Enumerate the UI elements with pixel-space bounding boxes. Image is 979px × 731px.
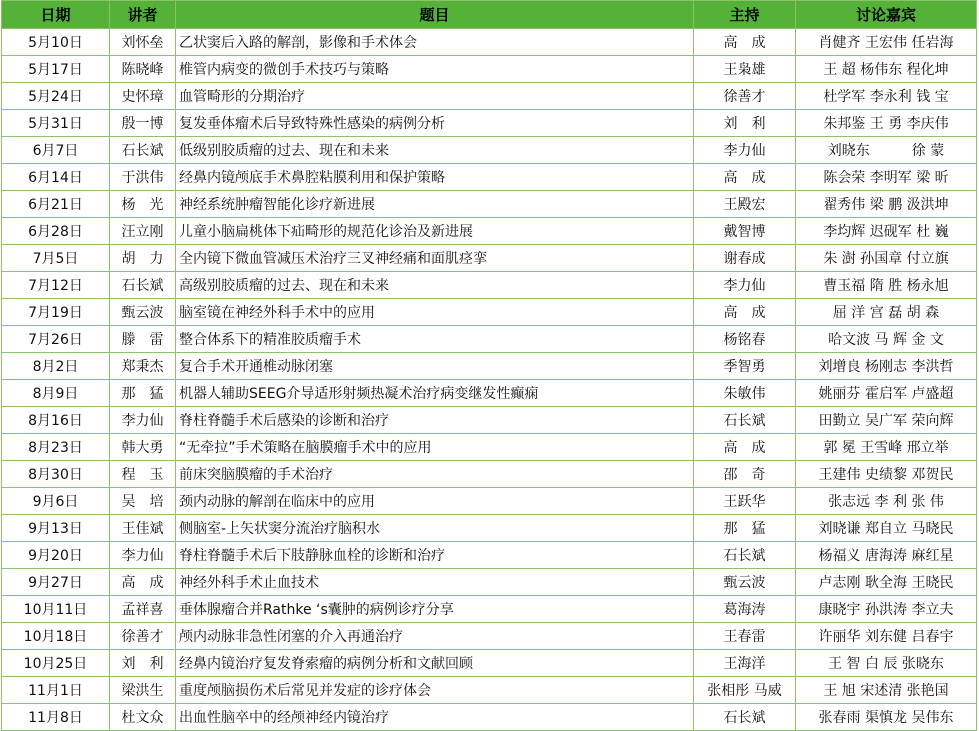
speaker-cell: 程 玉 xyxy=(110,461,176,488)
host-cell: 王殿宏 xyxy=(694,191,796,218)
guests-cell: 刘晓谦 郑自立 马晓民 xyxy=(796,515,977,542)
table-row xyxy=(2,569,977,596)
host-cell: 朱敏伟 xyxy=(694,380,796,407)
guests-cell: 哈文波 马 辉 金 文 xyxy=(796,326,977,353)
guests-cell: 翟秀伟 梁 鹏 汲洪坤 xyxy=(796,191,977,218)
table-row xyxy=(2,488,977,515)
guests-cell: 屈 洋 宫 磊 胡 森 xyxy=(796,299,977,326)
topic-cell: 儿童小脑扁桃体下疝畸形的规范化诊治及新进展 xyxy=(176,218,694,245)
topic-cell: “无牵拉”手术策略在脑膜瘤手术中的应用 xyxy=(176,434,694,461)
table-row xyxy=(2,461,977,488)
host-cell: 刘 利 xyxy=(694,110,796,137)
date-cell: 8月2日 xyxy=(2,353,110,380)
topic-cell: 前床突脑膜瘤的手术治疗 xyxy=(176,461,694,488)
host-cell: 王海洋 xyxy=(694,650,796,677)
host-cell: 王枭雄 xyxy=(694,56,796,83)
table-row xyxy=(2,245,977,272)
speaker-cell: 石长斌 xyxy=(110,137,176,164)
date-cell: 9月13日 xyxy=(2,515,110,542)
date-cell: 6月21日 xyxy=(2,191,110,218)
header-row xyxy=(2,1,977,29)
date-cell: 8月9日 xyxy=(2,380,110,407)
topic-cell: 复合手术开通椎动脉闭塞 xyxy=(176,353,694,380)
date-cell: 5月24日 xyxy=(2,83,110,110)
speaker-cell: 那 猛 xyxy=(110,380,176,407)
topic-cell: 脑室镜在神经外科手术中的应用 xyxy=(176,299,694,326)
date-cell: 10月18日 xyxy=(2,623,110,650)
topic-cell: 侧脑室-上矢状窦分流治疗脑积水 xyxy=(176,515,694,542)
table-row xyxy=(2,110,977,137)
host-cell: 高 成 xyxy=(694,434,796,461)
table-row xyxy=(2,299,977,326)
host-cell: 李力仙 xyxy=(694,272,796,299)
header-host: 主持 xyxy=(694,1,796,29)
header-speaker: 讲者 xyxy=(110,1,176,29)
guests-cell: 杨福义 唐海涛 麻红星 xyxy=(796,542,977,569)
guests-cell: 肖健齐 王宏伟 任岩海 xyxy=(796,29,977,56)
speaker-cell: 滕 雷 xyxy=(110,326,176,353)
topic-cell: 机器人辅助SEEG介导适形射频热凝术治疗病变继发性癫痫 xyxy=(176,380,694,407)
host-cell: 高 成 xyxy=(694,29,796,56)
speaker-cell: 韩大勇 xyxy=(110,434,176,461)
date-cell: 8月23日 xyxy=(2,434,110,461)
date-cell: 6月14日 xyxy=(2,164,110,191)
speaker-cell: 孟祥喜 xyxy=(110,596,176,623)
table-row xyxy=(2,164,977,191)
table-row xyxy=(2,353,977,380)
guests-cell: 田勤立 吴广军 荣向辉 xyxy=(796,407,977,434)
speaker-cell: 杨 光 xyxy=(110,191,176,218)
topic-cell: 血管畸形的分期治疗 xyxy=(176,83,694,110)
speaker-cell: 杜文众 xyxy=(110,704,176,731)
date-cell: 9月6日 xyxy=(2,488,110,515)
date-cell: 7月5日 xyxy=(2,245,110,272)
table-row xyxy=(2,515,977,542)
topic-cell: 经鼻内镜治疗复发脊索瘤的病例分析和文献回顾 xyxy=(176,650,694,677)
table-row xyxy=(2,380,977,407)
speaker-cell: 梁洪生 xyxy=(110,677,176,704)
speaker-cell: 汪立刚 xyxy=(110,218,176,245)
host-cell: 葛海涛 xyxy=(694,596,796,623)
host-cell: 杨铭春 xyxy=(694,326,796,353)
guests-cell: 李均辉 迟砚军 杜 巍 xyxy=(796,218,977,245)
guests-cell: 刘增良 杨刚志 李洪哲 xyxy=(796,353,977,380)
date-cell: 10月11日 xyxy=(2,596,110,623)
table-row xyxy=(2,326,977,353)
speaker-cell: 王佳斌 xyxy=(110,515,176,542)
topic-cell: 神经外科手术止血技术 xyxy=(176,569,694,596)
date-cell: 5月10日 xyxy=(2,29,110,56)
guests-cell: 张春雨 渠慎龙 吴伟东 xyxy=(796,704,977,731)
speaker-cell: 高 成 xyxy=(110,569,176,596)
topic-cell: 乙状窦后入路的解剖，影像和手术体会 xyxy=(176,29,694,56)
date-cell: 5月17日 xyxy=(2,56,110,83)
guests-cell: 王建伟 史绩黎 邓贺民 xyxy=(796,461,977,488)
speaker-cell: 李力仙 xyxy=(110,542,176,569)
speaker-cell: 吴 培 xyxy=(110,488,176,515)
date-cell: 7月12日 xyxy=(2,272,110,299)
topic-cell: 脊柱脊髓手术后下肢静脉血栓的诊断和治疗 xyxy=(176,542,694,569)
table-row xyxy=(2,272,977,299)
topic-cell: 复发垂体瘤术后导致特殊性感染的病例分析 xyxy=(176,110,694,137)
table-row xyxy=(2,542,977,569)
guests-cell: 张志远 李 利 张 伟 xyxy=(796,488,977,515)
host-cell: 王跃华 xyxy=(694,488,796,515)
date-cell: 8月30日 xyxy=(2,461,110,488)
lecture-schedule-table xyxy=(1,0,977,731)
table-row xyxy=(2,677,977,704)
date-cell: 9月27日 xyxy=(2,569,110,596)
guests-cell: 郭 冕 王雪峰 邢立举 xyxy=(796,434,977,461)
topic-cell: 出血性脑卒中的经颅神经内镜治疗 xyxy=(176,704,694,731)
header-topic: 题目 xyxy=(176,1,694,29)
host-cell: 戴智博 xyxy=(694,218,796,245)
table-row xyxy=(2,83,977,110)
topic-cell: 低级别胶质瘤的过去、现在和未来 xyxy=(176,137,694,164)
speaker-cell: 胡 力 xyxy=(110,245,176,272)
date-cell: 5月31日 xyxy=(2,110,110,137)
speaker-cell: 石长斌 xyxy=(110,272,176,299)
guests-cell: 陈会荣 李明军 梁 昕 xyxy=(796,164,977,191)
host-cell: 石长斌 xyxy=(694,407,796,434)
topic-cell: 重度颅脑损伤术后常见并发症的诊疗体会 xyxy=(176,677,694,704)
guests-cell: 杜学军 李永利 钱 宝 xyxy=(796,83,977,110)
host-cell: 邵 奇 xyxy=(694,461,796,488)
table-row xyxy=(2,137,977,164)
host-cell: 石长斌 xyxy=(694,704,796,731)
header-date: 日期 xyxy=(2,1,110,29)
guests-cell: 王 智 白 辰 张晓东 xyxy=(796,650,977,677)
topic-cell: 经鼻内镜颅底手术鼻腔粘膜利用和保护策略 xyxy=(176,164,694,191)
speaker-cell: 甄云波 xyxy=(110,299,176,326)
table-row xyxy=(2,704,977,731)
guests-cell: 刘晓东 徐 蒙 xyxy=(796,137,977,164)
topic-cell: 颅内动脉非急性闭塞的介入再通治疗 xyxy=(176,623,694,650)
host-cell: 石长斌 xyxy=(694,542,796,569)
topic-cell: 垂体腺瘤合并Rathke ‘s囊肿的病例诊疗分享 xyxy=(176,596,694,623)
table-row xyxy=(2,29,977,56)
host-cell: 高 成 xyxy=(694,164,796,191)
topic-cell: 全内镜下微血管减压术治疗三叉神经痛和面肌痉挛 xyxy=(176,245,694,272)
speaker-cell: 殷一博 xyxy=(110,110,176,137)
topic-cell: 椎管内病变的微创手术技巧与策略 xyxy=(176,56,694,83)
table-row xyxy=(2,596,977,623)
date-cell: 8月16日 xyxy=(2,407,110,434)
speaker-cell: 于洪伟 xyxy=(110,164,176,191)
table-row xyxy=(2,623,977,650)
host-cell: 徐善才 xyxy=(694,83,796,110)
speaker-cell: 郑秉杰 xyxy=(110,353,176,380)
guests-cell: 曹玉福 隋 胜 杨永旭 xyxy=(796,272,977,299)
table-row xyxy=(2,218,977,245)
table-row xyxy=(2,407,977,434)
guests-cell: 卢志刚 耿全海 王晓民 xyxy=(796,569,977,596)
host-cell: 那 猛 xyxy=(694,515,796,542)
table-row xyxy=(2,191,977,218)
topic-cell: 脊柱脊髓手术后感染的诊断和治疗 xyxy=(176,407,694,434)
speaker-cell: 李力仙 xyxy=(110,407,176,434)
host-cell: 王春雷 xyxy=(694,623,796,650)
topic-cell: 颈内动脉的解剖在临床中的应用 xyxy=(176,488,694,515)
date-cell: 10月25日 xyxy=(2,650,110,677)
table-row xyxy=(2,434,977,461)
speaker-cell: 刘怀垒 xyxy=(110,29,176,56)
host-cell: 谢春成 xyxy=(694,245,796,272)
guests-cell: 朱邦鉴 王 勇 李庆伟 xyxy=(796,110,977,137)
topic-cell: 整合体系下的精准胶质瘤手术 xyxy=(176,326,694,353)
header-guests: 讨论嘉宾 xyxy=(796,1,977,29)
table-row xyxy=(2,650,977,677)
topic-cell: 神经系统肿瘤智能化诊疗新进展 xyxy=(176,191,694,218)
date-cell: 6月28日 xyxy=(2,218,110,245)
host-cell: 高 成 xyxy=(694,299,796,326)
guests-cell: 许丽华 刘东健 吕春宇 xyxy=(796,623,977,650)
date-cell: 11月1日 xyxy=(2,677,110,704)
date-cell: 11月8日 xyxy=(2,704,110,731)
host-cell: 甄云波 xyxy=(694,569,796,596)
guests-cell: 康晓宇 孙洪涛 李立夫 xyxy=(796,596,977,623)
guests-cell: 王 旭 宋述清 张艳国 xyxy=(796,677,977,704)
speaker-cell: 史怀璋 xyxy=(110,83,176,110)
table-row xyxy=(2,56,977,83)
host-cell: 李力仙 xyxy=(694,137,796,164)
speaker-cell: 陈晓峰 xyxy=(110,56,176,83)
topic-cell: 高级别胶质瘤的过去、现在和未来 xyxy=(176,272,694,299)
table-body xyxy=(2,29,977,731)
host-cell: 季智勇 xyxy=(694,353,796,380)
guests-cell: 王 超 杨伟东 程化坤 xyxy=(796,56,977,83)
host-cell: 张相彤 马威 xyxy=(694,677,796,704)
guests-cell: 朱 澍 孙国章 付立旗 xyxy=(796,245,977,272)
date-cell: 7月26日 xyxy=(2,326,110,353)
date-cell: 6月7日 xyxy=(2,137,110,164)
date-cell: 9月20日 xyxy=(2,542,110,569)
speaker-cell: 刘 利 xyxy=(110,650,176,677)
speaker-cell: 徐善才 xyxy=(110,623,176,650)
guests-cell: 姚丽芬 霍启军 卢盛超 xyxy=(796,380,977,407)
date-cell: 7月19日 xyxy=(2,299,110,326)
